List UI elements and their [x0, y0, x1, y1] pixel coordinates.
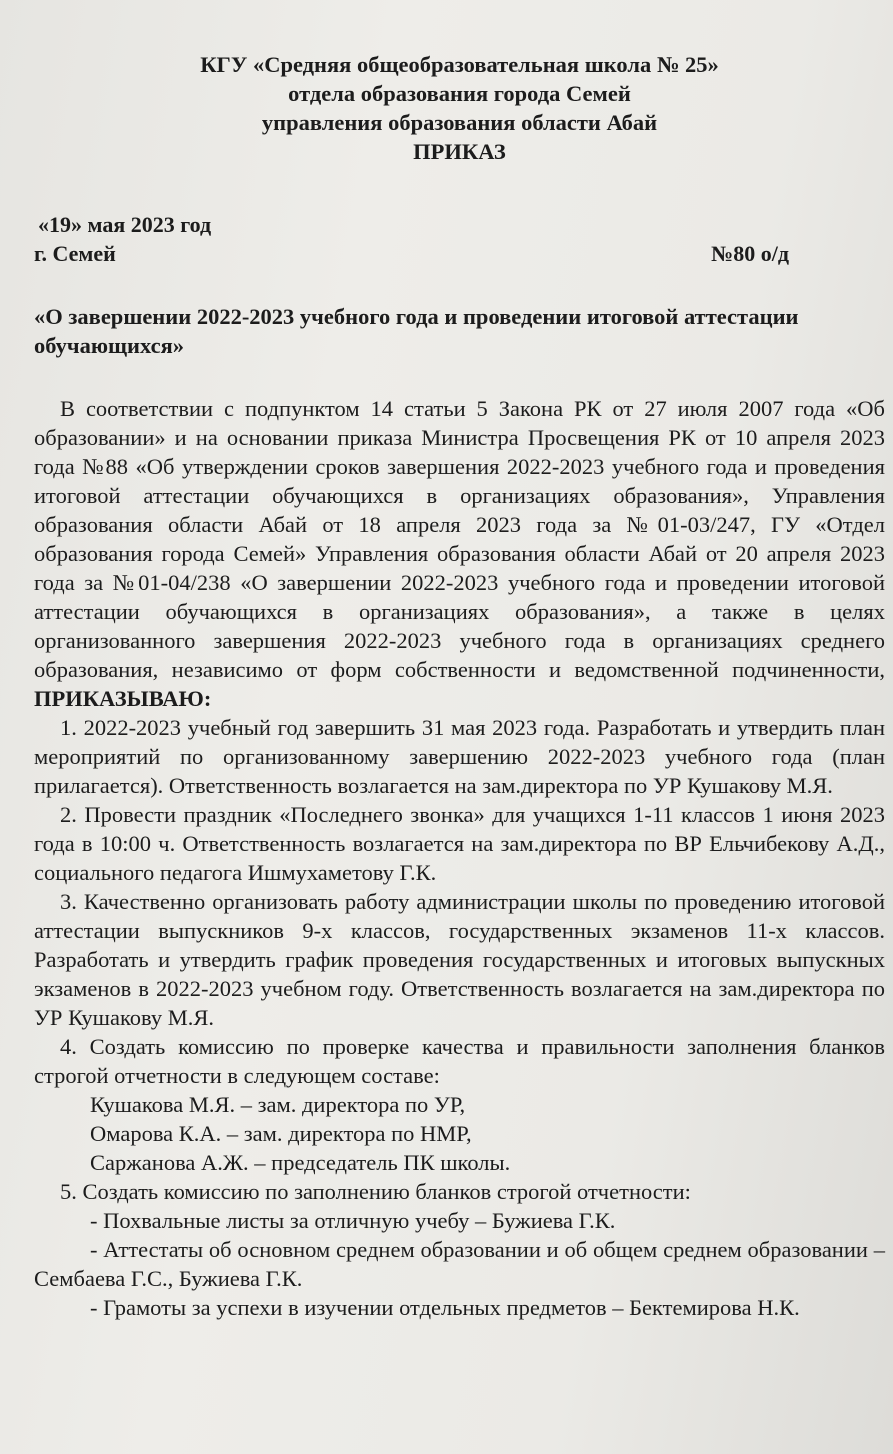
- item5-entry-1: - Похвальные листы за отличную учебу – Бужиева Г.К.: [90, 1208, 616, 1233]
- order-word: ПРИКАЗЫВАЮ:: [34, 686, 212, 711]
- order-item-3: 3. Качественно организовать работу администрации школы по проведению итоговой аттестации выпускников 9-х классов, государственных экзаменов 11-х классов. Разработать и утвердить график проведения государственных и итоговых выпускных экзаменов в 2022-2023 учебном году. Ответственность возлагается на зам.директора по УР Кушакову М.Я.: [34, 889, 885, 1030]
- city-number-row: [34, 239, 885, 268]
- order-number: №80 о/д: [711, 241, 789, 266]
- preamble-paragraph: [34, 394, 885, 713]
- administration-name: управления образования области Абай: [261, 110, 658, 135]
- item5-entry-3: - Грамоты за успехи в изучении отдельных предметов – Бектемирова Н.К.: [90, 1295, 800, 1320]
- preamble-text: В соответствии с подпунктом 14 статьи 5 Закона РК от 27 июля 2007 года «Об образовании» и на основании приказа Министра Просвещения РК от 10 апреля 2023 года №88 «Об утверждении сроков завершения 2022-2023 учебного года и проведения итоговой аттестации обучающихся в организациях образования», Управления образования области Абай от 18 апреля 2023 года за №01-03/247, ГУ «Отдел образования города Семей» Управления образования области Абай от 20 апреля 2023 года за №01-04/238 «О завершении 2022-2023 учебного года и проведении итоговой аттестации обучающихся в организациях образования», а также в целях организованного завершения 2022-2023 учебного года в организациях среднего образования, независимо от форм собственности и ведомственной подчиненности,: [34, 396, 885, 682]
- order-date: «19» мая 2023 год: [38, 212, 212, 237]
- order-item-1: 1. 2022-2023 учебный год завершить 31 мая 2023 года. Разработать и утвердить план мероприятий по организованному завершению 2022-2023 учебного года (план прилагается). Ответственность возлагается на зам.директора по УР Кушакову М.Я.: [34, 715, 885, 798]
- school-name: КГУ «Средняя общеобразовательная школа № 25»: [200, 52, 719, 77]
- commission-member-2: Омарова К.А. – зам. директора по НМР,: [90, 1121, 472, 1146]
- order-body: [34, 394, 885, 1322]
- document-meta: [34, 210, 885, 268]
- department-name: отдела образования города Семей: [288, 81, 631, 106]
- order-city: г. Семей: [34, 241, 116, 266]
- order-subject: «О завершении 2022-2023 учебного года и проведении итоговой аттестации обучающихся»: [34, 304, 799, 358]
- order-item-4: 4. Создать комиссию по проверке качества и правильности заполнения бланков строгой отчетности в следующем составе:: [34, 1034, 885, 1088]
- document-title: ПРИКАЗ: [413, 139, 506, 164]
- order-item-2: 2. Провести праздник «Последнего звонка» для учащихся 1-11 классов 1 июня 2023 года в 10:00 ч. Ответственность возлагается на зам.директора по ВР Ельчибекову А.Д., социального педагога Ишмухаметову Г.К.: [34, 802, 885, 885]
- order-item-5: 5. Создать комиссию по заполнению бланков строгой отчетности:: [60, 1179, 691, 1204]
- item5-entry-2: - Аттестаты об основном среднем образовании и об общем среднем образовании – Сембаева Г.С., Бужиева Г.К.: [34, 1237, 885, 1291]
- commission-member-1: Кушакова М.Я. – зам. директора по УР,: [90, 1092, 466, 1117]
- commission-member-3: Саржанова А.Ж. – председатель ПК школы.: [90, 1150, 511, 1175]
- document-header: [34, 50, 885, 166]
